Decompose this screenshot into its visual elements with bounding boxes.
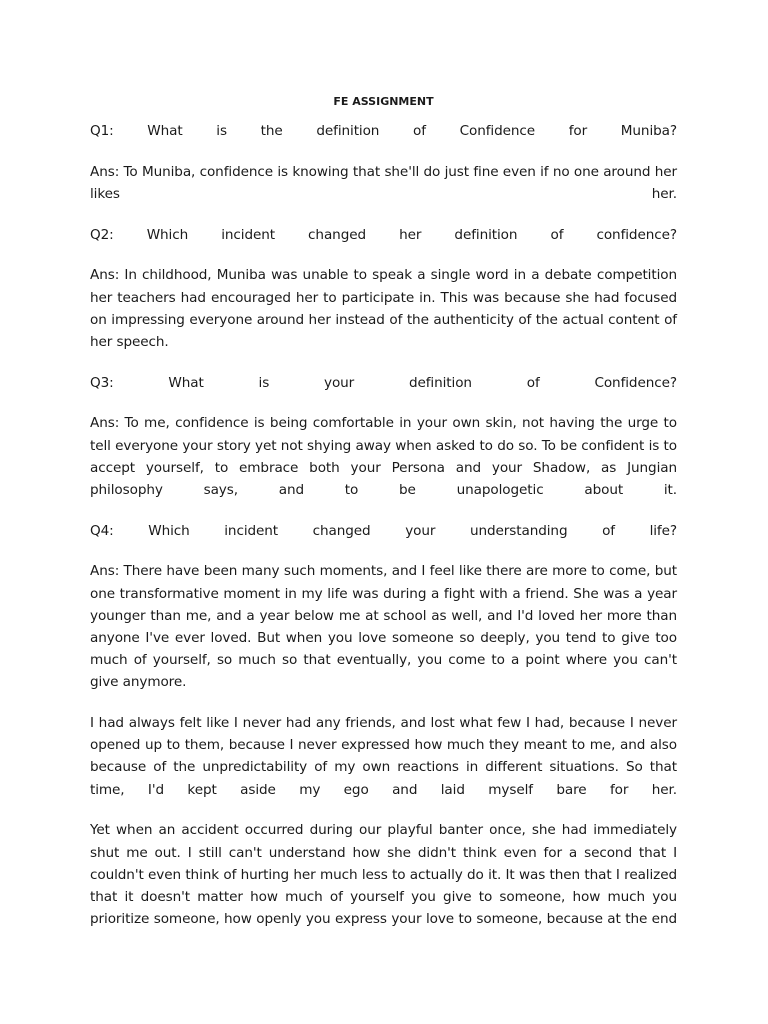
question-3: Q3: What is your definition of Confidence?	[90, 374, 677, 391]
answer-1: Ans: To Muniba, confidence is knowing that she'll do just fine even if no one around her likes her.	[90, 163, 677, 202]
question-2: Q2: Which incident changed her definition of confidence?	[90, 226, 677, 243]
answer-4-final: Yet when an accident occurred during our playful banter once, she had immediately shut me out. I still can't understand how she didn't think even for a second that I couldn't even think of hurting her much less to actually do it. It was then that I realized that it doesn't matter how much of yourself you give to someone, how much you prioritize someone, how openly you express your love to someone, because at the end	[90, 822, 677, 928]
question-1: Q1: What is the definition of Confidence for Muniba?	[90, 123, 677, 139]
answer-2: Ans: In childhood, Muniba was unable to speak a single word in a debate competition her teachers had encouraged her to participate in. This was because she had focused on impressing everyone around her instead of the authenticity of the actual content of her speech.	[90, 267, 677, 350]
document-title: FE ASSIGNMENT	[333, 95, 434, 108]
answer-3: Ans: To me, confidence is being comfortable in your own skin, not having the urge to tell everyone your story yet not shying away when asked to do so. To be confident is to accept yourself, to embrace both your Persona and your Shadow, as Jungian philosophy says, and to be unapologetic about it.	[90, 415, 677, 498]
answer-4-continued: I had always felt like I never had any friends, and lost what few I had, because I never opened up to them, because I never expressed how much they meant to me, and also because of the unpredictability of my own reactions in different situations. So that time, I'd kept aside my ego and laid myself bare for her.	[90, 715, 677, 798]
answer-4: Ans: There have been many such moments, and I feel like there are more to come, but one transformative moment in my life was during a fight with a friend. She was a year younger than me, and a year below me at school as well, and I'd loved her more than anyone I've ever loved. But when you love someone so deeply, you tend to give too much of yourself, so much so that eventually, you come to a point where you can't give anymore.	[90, 563, 677, 691]
question-4: Q4: Which incident changed your understanding of life?	[90, 522, 677, 539]
document-page	[90, 92, 677, 949]
